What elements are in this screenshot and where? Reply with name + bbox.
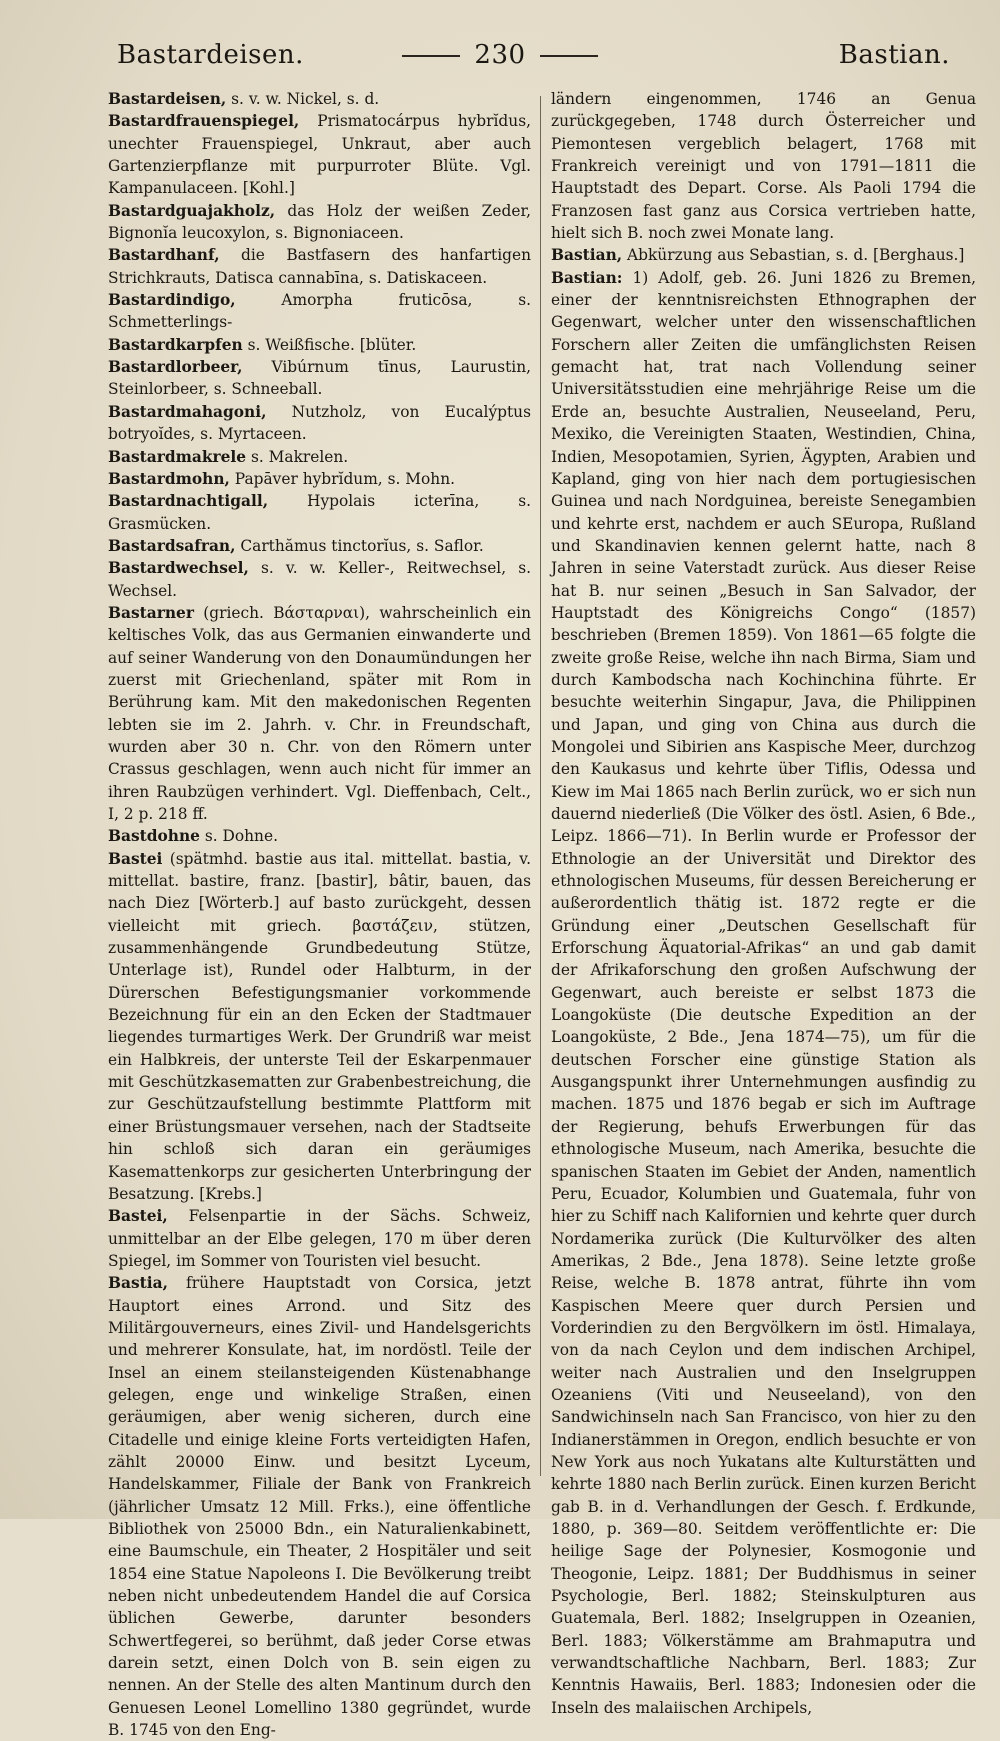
- entry-text: Prismatocárpus hybrĭdus, unechter Frauenspiegel, Unkraut, aber auch Gartenzierpflanze mit purpurroter Blüte. Vgl. Kampanulaceen. [Kohl.]: [108, 112, 531, 198]
- entry-headword: Bastian:: [551, 268, 623, 287]
- page-number: 230: [474, 40, 526, 70]
- dictionary-entry: [108, 446, 531, 468]
- entry-text: s. Dohne.: [199, 827, 278, 846]
- entry-headword: Bastarner: [108, 603, 194, 622]
- entry-text: ländern eingenommen, 1746 an Genua zurückgegeben, 1748 durch Österreicher und Piemontesen vergeblich belagert, 1768 mit Frankreich vereinigt und von 1791—1811 die Hauptstadt des Depart. Corse. Als Paoli 1794 die Franzosen fast ganz aus Corsica vertrieben hatte, hielt sich B. noch zwei Monate lang.: [551, 90, 976, 243]
- dictionary-entry: [108, 825, 531, 847]
- dictionary-entry: [108, 1205, 531, 1272]
- entry-text: Hypolais icterīna, s. Grasmücken.: [108, 492, 531, 533]
- entry-text: das Holz der weißen Zeder, Bignonĭa leucoxylon, s. Bignoniaceen.: [108, 201, 531, 243]
- dictionary-entry: [551, 244, 976, 266]
- entry-text: Nutzholz, von Eucalýptus botryoĭdes, s. Myrtaceen.: [108, 402, 531, 444]
- entry-text: s. Makrelen.: [246, 447, 349, 466]
- entry-text: Amorpha fruticōsa, s. Schmetterlings-: [108, 291, 531, 332]
- dictionary-entry: [108, 244, 531, 289]
- entry-headword: Bastardsafran,: [108, 536, 236, 555]
- entry-headword: Bastei: [108, 849, 163, 868]
- rule-dash-right: [540, 55, 598, 57]
- entry-headword: Bastardfrauenspiegel,: [108, 112, 300, 131]
- entry-headword: Bastardwechsel,: [108, 559, 249, 578]
- entry-text: Papāver hybrĭdum, s. Mohn.: [229, 469, 456, 488]
- dictionary-entry: [108, 490, 531, 535]
- entry-headword: Bastardhanf,: [108, 246, 220, 265]
- entry-text: die Bastfasern des hanfartigen Strichkrauts, Datisca cannabīna, s. Datiskaceen.: [108, 246, 531, 287]
- entry-headword: Bastardnachtigall,: [108, 492, 269, 511]
- dictionary-entry: [108, 602, 531, 825]
- entry-text: s. v. w. Keller-, Reitwechsel, s. Wechsel.: [108, 559, 531, 600]
- entry-text: frühere Hauptstadt von Corsica, jetzt Hauptort eines Arrond. und Sitz des Militärgouverneurs, eines Zivil- und Handelsgerichts und mehrerer Konsulate, hat, im nordöstl. Teile der Insel an einem steilansteigenden Küstenabhange gelegen, enge und winkelige Straßen, einen geräumigen, aber wenig sicheren, durch eine Citadelle und einige kleine Forts verteidigten Hafen, zählt 20000 Einw. und besitzt Lyceum, Handelskammer, Filiale der Bank von Frankreich (jährlicher Umsatz 12 Mill. Frks.), eine öffentliche Bibliothek von 25000 Bdn., ein Naturalienkabinett, eine Baumschule, ein Theater, 2 Hospitäler und seit 1854 eine Statue Napoleons I. Die Bevölkerung treibt neben nicht unbedeutendem Handel die auf Corsica üblichen Gewerbe, darunter besonders Schwertfegerei, so berühmt, daß jeder Corse etwas darein setzt, einen Dolch von B. sein eigen zu nennen. An der Stelle des alten Mantinum durch den Genuesen Leonel Lomellino 1380 gegründet, wurde B. 1745 von den Eng-: [108, 1274, 531, 1740]
- running-head-left: Bastardeisen.: [117, 40, 304, 70]
- entry-headword: Bastei,: [108, 1207, 168, 1226]
- entry-text: Vibúrnum tīnus, Laurustin, Steinlorbeer, s. Schneeball.: [108, 358, 531, 399]
- dictionary-entry: [551, 267, 976, 1719]
- entry-headword: Bastardmakrele: [108, 447, 247, 466]
- dictionary-entry: [551, 88, 976, 244]
- dictionary-entry: [108, 200, 531, 245]
- dictionary-entry: [108, 289, 531, 334]
- entry-headword: Bastardmohn,: [108, 469, 230, 488]
- entry-headword: Bastardindigo,: [108, 291, 236, 310]
- entry-headword: Bastardguajakholz,: [108, 201, 276, 220]
- dictionary-entry: [108, 356, 531, 401]
- entry-text: Abkürzung aus Sebastian, s. d. [Berghaus.]: [622, 246, 965, 265]
- entry-headword: Bastardkarpfen: [108, 335, 243, 354]
- entry-text: s. v. w. Nickel, s. d.: [226, 90, 380, 108]
- entry-text: (spätmhd. bastie aus ital. mittellat. bastia, v. mittellat. bastire, franz. [bastir], bâtir, bauen, das nach Diez [Wörterb.] auf basto zurückgeht, dessen vielleicht mit griech. βαστάζειν, stützen, zusammenhängende Grundbedeutung Stütze, Unterlage ist), Rundel oder Halbturm, in der Dürerschen Befestigungsmanier vorkommende Bezeichnung für ein an den Ecken der Stadtmauer liegendes turmartiges Werk. Der Grundriß war meist ein Halbkreis, der unterste Teil der Eskarpenmauer mit Geschützkasematten zur Grabenbestreichung, die zur Geschützaufstellung bestimmte Plattform mit einer Brüstungsmauer versehen, nach der Stadtseite hin schloß sich daran ein geräumiges Kasemattenkorps zur gesicherten Unterbringung der Besatzung. [Krebs.]: [108, 849, 531, 1203]
- dictionary-entry: [108, 535, 531, 557]
- entry-text: Felsenpartie in der Sächs. Schweiz, unmittelbar an der Elbe gelegen, 170 m über deren Spiegel, im Sommer von Touristen viel besucht.: [108, 1207, 531, 1270]
- entry-headword: Bastardeisen,: [108, 90, 227, 108]
- column-divider: [540, 96, 541, 1476]
- entry-headword: Bastdohne: [108, 827, 200, 846]
- dictionary-entry: [108, 334, 531, 356]
- dictionary-entry: [108, 1272, 531, 1741]
- dictionary-entry: [108, 468, 531, 490]
- entry-headword: Bastardmahagoni,: [108, 402, 267, 421]
- entry-headword: Bastardlorbeer,: [108, 358, 243, 377]
- entry-text: 1) Adolf, geb. 26. Juni 1826 zu Bremen, einer der kenntnisreichsten Ethnographen der Gegenwart, welcher unter den wissenschaftlichen Forschern aller Zeiten die umfänglichsten Reisen gemacht hat, trat nach Vollendung seiner Universitätsstudien eine mehrjährige Reise um die Erde an, besuchte Australien, Neuseeland, Peru, Mexiko, die Vereinigten Staaten, Westindien, China, Indien, Mesopotamien, Syrien, Ägypten, Arabien und Kapland, ging von hier nach dem portugiesischen Guinea und nach Nordguinea, bereiste Senegambien und kehrte erst, nachdem er auch SEuropa, Rußland und Skandinavien kennen gelernt hatte, nach 8 Jahren in seine Vaterstadt zurück. Aus dieser Reise hat B. nur seinen „Besuch in San Salvador, der Hauptstadt des Königreichs Congo“ (1857) beschrieben (Bremen 1859). Von 1861—65 folgte die zweite große Reise, welche ihn nach Birma, Siam und durch Kambodscha nach Kochinchina führte. Er besuchte weiterhin Singapur, Java, die Philippinen und Japan, und ging von China aus durch die Mongolei und Sibirien ans Kaspische Meer, durchzog den Kaukasus und kehrte über Tiflis, Odessa und Kiew im Mai 1865 nach Berlin zurück, wo er sich nun dauernd niederließ (Die Völker des östl. Asien, 6 Bde., Leipz. 1866—71). In Berlin wurde er Professor der Ethnologie an der Universität und Direktor des ethnologischen Museums, für dessen Bereicherung er außerordentlich thätig ist. 1872 regte er die Gründung einer „Deutschen Gesellschaft für Erforschung Äquatorial-Afrikas“ an und gab damit der Afrikaforschung den großen Aufschwung der Gegenwart, auch bereiste er selbst 1873 die Loangoküste (Die deutsche Expedition an der Loangoküste, 2 Bde., Jena 1874—75), um für die deutschen Forscher eine günstige Station als Ausgangspunkt ihrer Unternehmungen ausfindig zu machen. 1875 und 1876 begab er sich im Auftrage der Regierung, behufs Erwerbungen für das ethnologische Museum, nach Amerika, besuchte die spanischen Staaten im Gebiet der Anden, namentlich Peru, Ecuador, Kolumbien und Guatemala, fuhr von hier zu Schiff nach Kalifornien und kehrte quer durch Nordamerika zurück (Die Kulturvölker des alten Amerikas, 2 Bde., Jena 1878). Seine letzte große Reise, welche B. 1878 antrat, führte ihn vom Kaspischen Meere quer durch Persien und Vorderindien zu den Bergvölkern im östl. Himalaya, von da nach Ceylon und dem indischen Archipel, weiter nach Australien und den Inselgruppen Ozeaniens (Viti und Neuseeland), von den Sandwichinseln nach San Francisco, von hier zu den Indianerstämmen in Oregon, endlich besuchte er von New York aus noch Yukatans alte Kulturstätten und kehrte 1880 nach Berlin zurück. Einen kurzen Bericht gab B. in d. Verhandlungen der Gesch. f. Erdkunde, 1880, p. 369—80. Seitdem veröffentlichte er: Die heilige Sage der Polynesier, Kosmogonie und Theogonie, Leipz. 1881; Der Buddhismus in seiner Psychologie, Berl. 1882; Steinskulpturen aus Guatemala, Berl. 1882; Inselgruppen in Ozeanien, Berl. 1883; Völkerstämme am Brahmaputra und verwandtschaftliche Nachbarn, Berl. 1883; Zur Kenntnis Hawaiis, Berl. 1883; Indonesien oder die Inseln des malaiischen Archipels,: [551, 268, 976, 1717]
- entry-text: (griech. Βάσταρναι), wahrscheinlich ein keltisches Volk, das aus Germanien einwanderte und auf seiner Wanderung von den Donaumündungen her zuerst mit Griechenland, später mit Rom in Berührung kam. Mit den makedonischen Regenten lebten sie im 2. Jahrh. v. Chr. in Freundschaft, wurden aber 30 n. Chr. von den Römern unter Crassus geschlagen, wenn auch nicht für immer an ihren Raubzügen verhindert. Vgl. Dieffenbach, Celt., I, 2 p. 218 ff.: [108, 603, 531, 823]
- right-column: [551, 88, 976, 1717]
- dictionary-entry: [108, 88, 531, 110]
- entry-headword: Bastian,: [551, 246, 623, 265]
- dictionary-entry: [108, 848, 531, 1206]
- entry-text: Carthămus tinctorĭus, s. Saflor.: [235, 536, 484, 555]
- dictionary-entry: [108, 110, 531, 199]
- rule-dash-left: [402, 55, 460, 57]
- entry-text: s. Weißfische. [blüter.: [242, 335, 417, 354]
- running-head-right: Bastian.: [838, 40, 950, 70]
- dictionary-entry: [108, 557, 531, 602]
- entry-headword: Bastia,: [108, 1274, 168, 1293]
- dictionary-entry: [108, 401, 531, 446]
- left-column: [108, 88, 531, 1740]
